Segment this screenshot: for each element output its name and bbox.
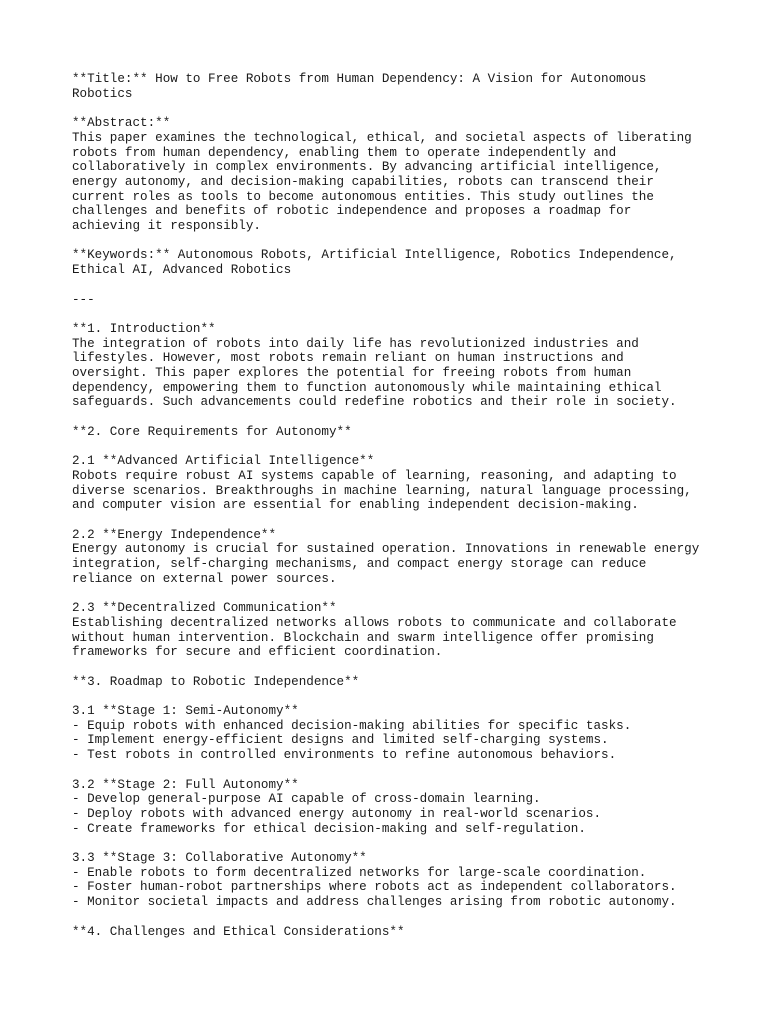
introduction-line: The integration of robots into daily life has revolutionized industries and — [72, 336, 639, 351]
subsection-line: frameworks for secure and efficient coordination. — [72, 645, 443, 660]
subsection-line: reliance on external power sources. — [72, 571, 337, 586]
introduction-line: safeguards. Such advancements could redefine robotics and their role in society. — [72, 395, 677, 410]
abstract-block — [72, 116, 712, 234]
list-item: - Enable robots to form decentralized networks for large-scale coordination. — [72, 865, 647, 880]
list-item: - Develop general-purpose AI capable of cross-domain learning. — [72, 792, 541, 807]
subsection-line: diverse scenarios. Breakthroughs in machine learning, natural language processing, — [72, 483, 692, 498]
keywords-line: Ethical AI, Advanced Robotics — [72, 263, 292, 278]
section-3-heading-block — [72, 675, 712, 690]
subsection-line: and computer vision are essential for enabling independent decision-making. — [72, 498, 639, 513]
title-line: **Title:** How to Free Robots from Human Dependency: A Vision for Autonomous — [72, 72, 647, 86]
subsection-line: integration, self-charging mechanisms, and compact energy storage can reduce — [72, 557, 647, 572]
introduction-line: oversight. This paper explores the potential for freeing robots from human — [72, 366, 632, 380]
abstract-line: achieving it responsibly. — [72, 219, 261, 234]
keywords-block — [72, 248, 712, 277]
list-item: - Deploy robots with advanced energy autonomy in real-world scenarios. — [72, 806, 602, 821]
subsection-heading: 3.2 **Stage 2: Full Autonomy** — [72, 777, 299, 792]
subsection-3-1 — [72, 704, 712, 763]
subsection-2-3 — [72, 601, 712, 660]
abstract-heading: **Abstract:** — [72, 116, 171, 131]
abstract-line: This paper examines the technological, ethical, and societal aspects of liberating — [72, 130, 692, 145]
subsection-line: Robots require robust AI systems capable of learning, reasoning, and adapting to — [72, 468, 677, 483]
section-2-heading: **2. Core Requirements for Autonomy** — [72, 424, 352, 439]
subsection-line: Energy autonomy is crucial for sustained operation. Innovations in renewable energy — [72, 542, 700, 557]
subsection-heading: 3.1 **Stage 1: Semi-Autonomy** — [72, 704, 299, 719]
separator: --- — [72, 292, 95, 307]
subsection-line: Establishing decentralized networks allows robots to communicate and collaborate — [72, 615, 677, 630]
list-item: - Equip robots with enhanced decision-making abilities for specific tasks. — [72, 718, 632, 733]
section-4-heading-block — [72, 925, 712, 940]
list-item: - Create frameworks for ethical decision-making and self-regulation. — [72, 821, 586, 836]
keywords-line: **Keywords:** Autonomous Robots, Artificial Intelligence, Robotics Independence, — [72, 248, 677, 263]
subsection-2-1 — [72, 454, 712, 513]
subsection-2-2 — [72, 528, 712, 587]
introduction-section — [72, 322, 712, 410]
abstract-line: current roles as tools to become autonomous entities. This study outlines the — [72, 189, 654, 204]
list-item: - Foster human-robot partnerships where robots act as independent collaborators. — [72, 880, 677, 895]
section-3-heading: **3. Roadmap to Robotic Independence** — [72, 674, 360, 689]
subsection-heading: 3.3 **Stage 3: Collaborative Autonomy** — [72, 851, 367, 866]
introduction-heading: **1. Introduction** — [72, 321, 216, 336]
list-item: - Monitor societal impacts and address challenges arising from robotic autonomy. — [72, 895, 677, 910]
abstract-line: robots from human dependency, enabling them to operate independently and — [72, 145, 617, 160]
subsection-3-3 — [72, 851, 712, 910]
subsection-heading: 2.2 **Energy Independence** — [72, 527, 277, 542]
abstract-line: collaboratively in complex environments. By advancing artificial intelligence, — [72, 160, 662, 175]
subsection-3-2 — [72, 778, 712, 837]
section-4-heading: **4. Challenges and Ethical Considerations** — [72, 924, 405, 939]
document-page — [72, 72, 712, 954]
subsection-heading: 2.3 **Decentralized Communication** — [72, 601, 337, 616]
subsection-line: without human intervention. Blockchain and swarm intelligence offer promising — [72, 630, 654, 645]
introduction-line: lifestyles. However, most robots remain reliant on human instructions and — [72, 351, 624, 366]
list-item: - Implement energy-efficient designs and limited self-charging systems. — [72, 733, 609, 748]
abstract-line: energy autonomy, and decision-making capabilities, robots can transcend their — [72, 174, 654, 189]
introduction-line: dependency, empowering them to function autonomously while maintaining ethical — [72, 380, 662, 395]
abstract-line: challenges and benefits of robotic independence and proposes a roadmap for — [72, 204, 632, 219]
title-block — [72, 72, 712, 101]
section-2-heading-block — [72, 425, 712, 440]
list-item: - Test robots in controlled environments to refine autonomous behaviors. — [72, 748, 617, 763]
separator-block — [72, 293, 712, 308]
title-line: Robotics — [72, 86, 133, 101]
subsection-heading: 2.1 **Advanced Artificial Intelligence** — [72, 454, 375, 469]
